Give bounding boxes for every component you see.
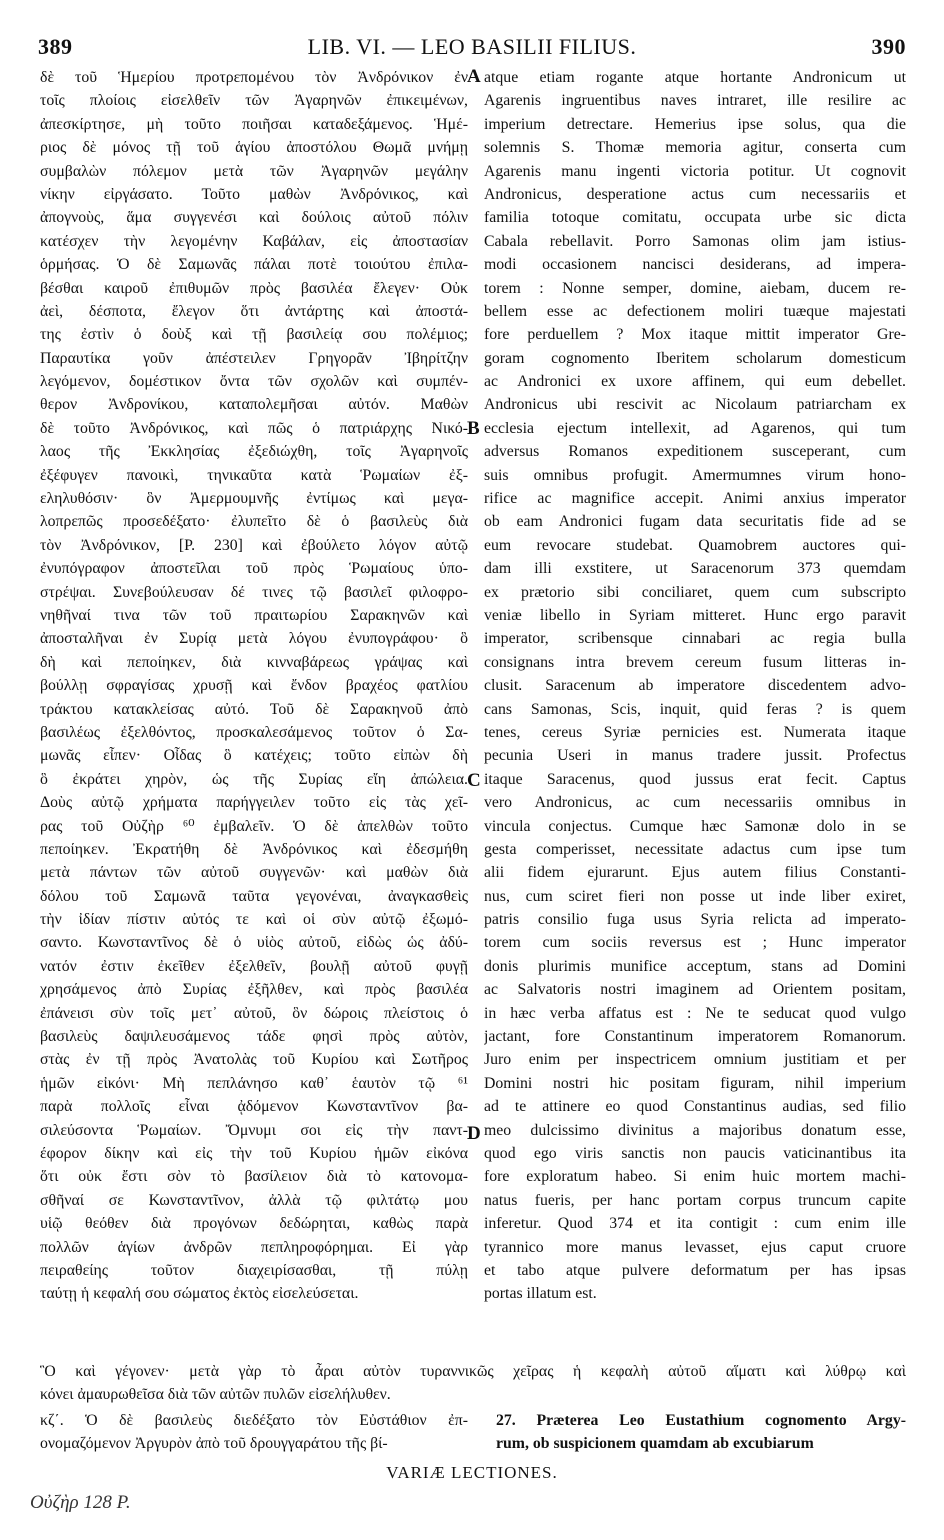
full-width-line: κόνει ἀμαυρωθεῖσα διὰ τῶν αὐτῶν πυλῶν εἰσελήλυθεν. — [40, 1386, 391, 1404]
latin-text-line: fore exploratum habeo. Si enim huic mortem machi- — [484, 1168, 906, 1186]
greek-text-line: Δοὺς αὐτῷ χρήματα παρήγγειλεν τοῦτο εἰς τὰς χεῖ- — [40, 794, 468, 812]
greek-text-line: πειραθείης τοῦτον διαχειρίσασθαι, τῇ πύλῃ — [40, 1261, 468, 1279]
greek-text-line: ἐπάνεισι σὺν τοῖς μετ᾽ αὐτοῦ, ὃν δώροις πλείστοις ὁ — [40, 1004, 468, 1022]
latin-text-line: adversus Romanos expeditionem susceperant, cum — [484, 443, 906, 461]
latin-text-line: jactant, fore Constantinum imperatorem Romanorum. — [484, 1028, 906, 1046]
latin-text-line: in hæc verba affatus est : Ne te seducat quod vulgo — [484, 1004, 906, 1022]
latin-text-line: tenes, cereus Syriæ pernicies est. Numerata itaque — [484, 723, 906, 741]
running-title: LIB. VI. — LEO BASILII FILIUS. — [307, 34, 637, 59]
latin-text-line: dam illi exstitere, ut Saracenorum 373 quemdam — [484, 560, 906, 578]
latin-text-line: imperium detrectare. Hemerius ipse solus, qua die — [484, 115, 906, 133]
latin-text-line: torem : Nonne semper, domine, aiebam, ducem re- — [484, 279, 906, 297]
latin-text-line: cans Samonas, Scis, inquit, quid feras ? is quem — [484, 700, 906, 718]
latin-text-line: ex prætorio sibi conciliaret, quem cum subscripto — [484, 583, 906, 601]
greek-text-line: Παραυτίκα γοῦν ἀπέστειλεν Γρηγορᾶν Ἰβηρίτζην — [40, 349, 468, 367]
latin-text-line: 27. Præterea Leo Eustathium cognomento Argy- — [496, 1412, 906, 1429]
greek-text-line: νίκην εἰργάσατο. Τοῦτο μαθὼν Ἀνδρόνικος, καὶ — [40, 185, 468, 203]
latin-text-line: torem cum sociis reversus est ; Hunc imperator — [484, 934, 906, 952]
greek-text-line: στὰς ἐν τῇ πρὸς Ἀνατολὰς τοῦ Κυρίου καὶ Σωτῆρος — [40, 1051, 468, 1069]
latin-text-line: vero Andronicus, ac cum necessariis omnibus in — [484, 794, 906, 812]
greek-text-line: θερον Ἀνδρονίκου, καταπολεμῆσαι αὐτόν. Μαθὼν — [40, 396, 468, 414]
greek-column — [40, 66, 468, 1306]
latin-text-line: atque etiam rogante atque hortante Andronicum ut — [484, 69, 906, 86]
greek-text-line: νατόν ἐστιν ἐκεῖθεν ἐξελθεῖν, βουλῇ αὐτοῦ φυγῇ — [40, 957, 468, 975]
greek-text-line: τὴν ἰδίαν πίστιν αὐτός τε καὶ οἱ σὺν αὐτῷ ἐξωμό- — [40, 911, 468, 929]
greek-text-line: συμβαλὼν πόλεμον μετὰ τῶν Ἀγαρηνῶν μεγάλην — [40, 162, 468, 180]
greek-text-line: έφορον δίκην καὶ εἰς τὴν τοῦ Κυρίου ἡμῶν εἰκόνα — [40, 1144, 468, 1162]
greek-text-line: μωνᾶς εἶπεν· Οἶδας ὃ κατέχεις; τοῦτο εἰπὼν δὴ — [40, 747, 468, 765]
latin-text-line: tyrannico more manus levasset, ejus caput cruore — [484, 1238, 906, 1256]
greek-text-line: ὁρμήσας. Ὁ δὲ Σαμωνᾶς πάλαι ποτὲ τοιούτου ἐπιλα- — [40, 256, 468, 274]
latin-column — [484, 66, 906, 1306]
latin-text-line: Andronicus ubi rescivit ac Nicolaum patriarcham ex — [484, 396, 906, 414]
greek-text-line: χρησάμενος ἀπὸ Συρίας ἐξῆλθεν, καὶ πρὸς βασιλέα — [40, 981, 468, 999]
running-header — [38, 34, 906, 62]
greek-text-line: ονομαζόμενον Ἀργυρὸν ἀπὸ τοῦ δρουγγαράτου τῆς βί- — [40, 1435, 388, 1453]
greek-text-line: βέσθαι καιροῦ ἐπιθυμῶν πρὸς βασιλέα ἔλεγεν· Οὐκ — [40, 279, 468, 297]
latin-text-line: ac Salvatoris nostri imaginem ad Orientem positam, — [484, 981, 906, 999]
greek-text-line: σιλεύσοντα Ῥωμαίων. Ὄμνυμι σοι εἰς τὴν παντ- — [40, 1121, 468, 1139]
greek-text-line: στρέψαι. Συνεβούλευσαν δέ τινες τῷ βασιλεῖ φιλοφρο- — [40, 583, 468, 601]
margin-letter-a: A — [467, 66, 481, 87]
latin-text-line: et tabo atque pulvere deformatum per has ipsas — [484, 1261, 906, 1279]
latin-text-line: Agarenis manu ingenti victoria potitur. Ut cognovit — [484, 162, 906, 180]
latin-text-line: solemnis S. Thomæ memoria agitur, conserta cum — [484, 139, 906, 157]
greek-text-line: ἀπεσκίρτησε, μὴ τοῦτο ποιῆσαι καταδεξάμενος. Ἡμέ- — [40, 115, 468, 133]
latin-text-line: clusit. Saracenum ab imperatore discedentem advo- — [484, 677, 906, 695]
greek-text-line: ριος δὲ μόνος τῇ τοῦ ἁγίου ἀποστόλου Θωμᾶ μνήμῃ — [40, 139, 468, 157]
latin-text-line: veniæ libello in Syriam mitteret. Hunc ergo paravit — [484, 606, 906, 624]
latin-text-line: ecclesia ejectum intellexit, ad Agarenos, qui tum — [484, 419, 906, 437]
greek-text-line: υἱῷ θεόθεν διὰ προγόνων δεδώρηται, καθὼς παρὰ — [40, 1215, 468, 1233]
greek-text-line: δὴ καὶ πεποίηκεν, διὰ κινναβάρεως γράψας καὶ — [40, 653, 468, 671]
latin-text-line: familia totoque comitatu, occupata urbe sic dicta — [484, 209, 906, 227]
greek-text-line: ἀπογνοὺς, ἅμα συγγενέσι καὶ δούλοις αὐτοῦ πόλιν — [40, 209, 468, 227]
latin-text-line: Cabala rebellavit. Porro Samonas olim jam istius- — [484, 232, 906, 250]
latin-text-line: portas illatum est. — [484, 1285, 597, 1303]
greek-text-line: ταύτῃ ἡ κεφαλή σου σώματος ἐκτὸς εἰσελεύσεται. — [40, 1285, 359, 1303]
latin-text-line: modi occasionem nancisci desiderans, ad impera- — [484, 256, 906, 274]
greek-text-line: εληλυθόσιν· ὃν Ἀμερμουμνῆς ἐντίμως καὶ μεγα- — [40, 490, 468, 508]
greek-text-line: πολλῶν ἁγίων ἀνδρῶν πεπληροφόρημαι. Εἰ γὰρ — [40, 1238, 468, 1256]
greek-text-line: σαντο. Κωνσταντῖνος δὲ ὁ υἱὸς αὐτοῦ, εἰδὼς ὡς ἀδύ- — [40, 934, 468, 952]
greek-text-line: λεγόμενον, δομέστικον ὄντα τῶν σχολῶν καὶ συμπέν- — [40, 373, 468, 391]
latin-text-line: Agarenis ingruentibus naves intraret, ille resilire ac — [484, 92, 906, 110]
greek-text-line: ἡμῶν εἰκόνι· Μὴ πεπλάνησο καθ᾽ ἑαυτὸν τῷ ⁶¹ — [40, 1074, 468, 1092]
margin-letter-b: B — [467, 418, 480, 439]
latin-text-line: rifice ac magnifice accepit. Animi anxius imperator — [484, 490, 906, 508]
greek-text-line: ἀεὶ, δέσποτα, ἔλεγον ὅτι ἀντάρτης καὶ ἀποστά- — [40, 302, 468, 320]
latin-text-line: vincula conjectus. Cumque hæc Samonæ dolo in se — [484, 817, 906, 835]
latin-text-line: goram cognomento Iberitem scholarum domesticum — [484, 349, 906, 367]
latin-text-line: natus fueris, per hanc portam corpus truncum capite — [484, 1191, 906, 1209]
latin-text-line: imperator, scribensque cinnabari ac regia bulla — [484, 630, 906, 648]
greek-text-line: νηθῆναί τινα τῶν τοῦ πραιτωρίου Σαρακηνῶν καὶ — [40, 606, 468, 624]
latin-text-line: Juro enim per inspectricem omnium justitiam et per — [484, 1051, 906, 1069]
margin-letter-c: C — [467, 770, 481, 791]
full-width-paragraph — [40, 1360, 906, 1407]
greek-text-line: ὅτι οὐκ ἔστι σὸν τὸ βασίλειον διὰ τὸ κατονομα- — [40, 1168, 468, 1186]
latin-text-line: pecunia Useri in manus tradere jussit. Profectus — [484, 747, 906, 765]
latin-text-line: meo dulcissimo divinitus a majoribus donatum esse, — [484, 1121, 906, 1139]
latin-text-line: itaque Saracenus, quod jussus erat fecit. Captus — [484, 770, 906, 788]
latin-text-line: suis omnibus profugit. Amermumnes virum hono- — [484, 466, 906, 484]
latin-text-line: nus, cum sciret fieri non posse ut inde liber exiret, — [484, 887, 906, 905]
greek-text-line: κζ΄. Ὁ δὲ βασιλεὺς διεδέξατο τὸν Εὐστάθιον ἐπ- — [40, 1412, 468, 1429]
greek-text-line: λαος τῆς Ἐκκλησίας ἐξεδιώχθη, τοῖς Ἀγαρηνοῖς — [40, 443, 468, 461]
handwritten-note: Οὐζὴρ 128 P. — [30, 1492, 131, 1513]
page-number-left: 389 — [38, 34, 73, 59]
latin-text-line: ob eam Andronici fugam data securitatis fide ad se — [484, 513, 906, 531]
greek-text-line: παρὰ πολλοῖς εἶναι ᾀδόμενον Κωνσταντῖνον βα- — [40, 1098, 468, 1116]
latin-text-line: eum revocare studebat. Quamobrem auctores qui- — [484, 536, 906, 554]
greek-text-line: της ἐστὶν ὁ δοὺξ καὶ τῇ βασιλείᾳ σου πολέμιος; — [40, 326, 468, 344]
greek-text-line: ρας τοῦ Οὐζὴρ ⁶⁰ ἐμβαλεῖν. Ὁ δὲ ἀπελθὼν τοῦτο — [40, 817, 468, 835]
latin-text-line: patris consilio fuga usus Syria relicta ad imperato- — [484, 911, 906, 929]
full-width-line: Ὃ καὶ γέγονεν· μετὰ γὰρ τὸ ἆραι αὐτὸν τυραννικῶς χεῖρας ἡ κεφαλὴ αὐτοῦ αἵματι καὶ λύθρῳ καὶ — [40, 1363, 906, 1380]
latin-text-line: rum, ob suspicionem quamdam ab excubiarum — [496, 1435, 814, 1453]
greek-text-line: ἐξέφυγεν πανοικὶ, τηνικαῦτα κατὰ Ῥωμαίων ἐξ- — [40, 466, 468, 484]
greek-text-line: τοῖς πλοίοις εἰσελθεῖν τῶν Ἀγαρηνῶν ἐπικειμένων, — [40, 92, 468, 110]
greek-text-line: ἐνυπόγραφον ἀποστεῖλαι τοῦ πρὸς Ῥωμαίους ὑπο- — [40, 560, 468, 578]
greek-text-line: βούλλῃ σφραγίσας χρυσῇ καὶ ἔνδον βραχέος φατλίου — [40, 677, 468, 695]
latin-section-27 — [496, 1409, 906, 1456]
greek-text-line: ἀποσταλῆναι ἐν Συρίᾳ μετὰ λόγου ἐνυπογράφου· ὃ — [40, 630, 468, 648]
margin-letter-d: D — [467, 1123, 481, 1144]
latin-text-line: fore perduellem ? Mox itaque mittit imperator Gre- — [484, 326, 906, 344]
greek-text-line: κατέσχεν τὴν λεγομένην Καβάλαν, εἰς ἀποστασίαν — [40, 232, 468, 250]
latin-text-line: bellem esse ac defectionem moliri tuæque majestati — [484, 302, 906, 320]
greek-text-line: δὲ τοῦ Ἡμερίου προτρεπομένου τὸν Ἀνδρόνικον ἐν — [40, 69, 468, 86]
latin-text-line: Andronicus, desperatione actus cum necessariis et — [484, 185, 906, 203]
greek-text-line: βασιλέως ἐξελθόντος, προσκαλεσάμενος τοῦτον ὁ Σα- — [40, 723, 468, 741]
latin-text-line: donis plurimis munifice acceptum, stans ad Domini — [484, 957, 906, 975]
page-number-right: 390 — [871, 34, 906, 59]
latin-text-line: gesta comperisset, necessitate adactus cum ipse tum — [484, 840, 906, 858]
variae-lectiones-heading: VARIÆ LECTIONES. — [386, 1463, 558, 1482]
latin-text-line: quod ego viris sanctis non paucis vaticinantibus ita — [484, 1144, 906, 1162]
latin-text-line: ac Andronici ex uxore affinem, qui eum debellet. — [484, 373, 906, 391]
greek-text-line: μετὰ πάντων τῶν αὐτοῦ συγγενῶν· καὶ μαθὼν διὰ — [40, 864, 468, 882]
greek-text-line: δόλου τοῦ Σαμωνᾶ ταῦτα γεγονέναι, ἀναγκασθεὶς — [40, 887, 468, 905]
greek-text-line: πεποίηκεν. Ἐκρατήθη δὲ Ἀνδρόνικος καὶ ἐδεσμήθη — [40, 840, 468, 858]
greek-text-line: ὃ ἐκράτει χηρὸν, ὡς τῆς Συρίας εἴη ἀπώλεια. — [40, 770, 468, 788]
latin-text-line: consignans intra brevem cereum fusum litteras in- — [484, 653, 906, 671]
greek-text-line: τὸν Ἀνδρόνικον, [P. 230] καὶ ἐβούλετο λόγον αὐτῷ — [40, 536, 468, 554]
greek-section-27 — [40, 1409, 468, 1456]
latin-text-line: alii fidem ejurarunt. Ejus autem filius Constanti- — [484, 864, 906, 882]
greek-text-line: δὲ τοῦτο Ἀνδρόνικος, καὶ πῶς ὁ πατριάρχης Νικό- — [40, 419, 468, 437]
latin-text-line: ad te attinere eo quod Constantinus audias, sed filio — [484, 1098, 906, 1116]
greek-text-line: λοπρεπῶς προσεδέξατο· ἐλυπεῖτο δὲ ὁ βασιλεὺς διὰ — [40, 513, 468, 531]
greek-text-line: τράκτου κατακλείσας αὐτό. Τοῦ δὲ Σαρακηνοῦ ἀπὸ — [40, 700, 468, 718]
latin-text-line: inferetur. Quod 374 et ita contigit : cum enim ille — [484, 1215, 906, 1233]
greek-text-line: βασιλεὺς δαψιλευσάμενος τάδε φησὶ πρὸς αὐτὸν, — [40, 1028, 468, 1046]
greek-text-line: σθῆναί σε Κωνσταντῖνον, ἀλλὰ τῷ φιλτάτῳ μου — [40, 1191, 468, 1209]
latin-text-line: Domini nostri hic positam figuram, nihil imperium — [484, 1074, 906, 1092]
